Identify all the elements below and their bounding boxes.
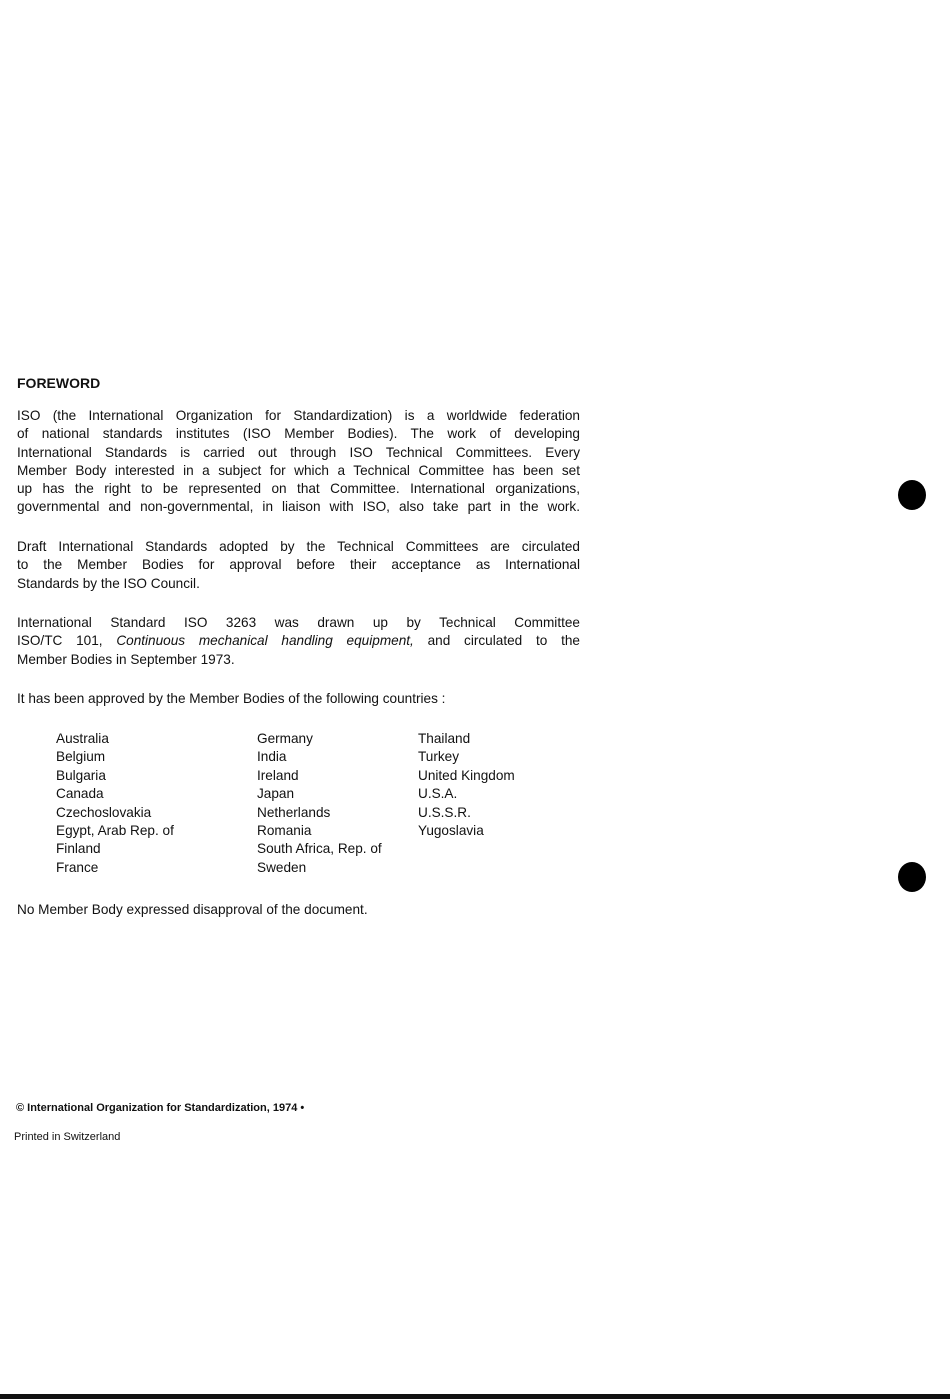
disapproval-note: No Member Body expressed disapproval of the document. — [17, 902, 368, 917]
country: Canada — [56, 786, 104, 802]
punch-hole-icon — [898, 480, 926, 510]
text: ISO/TC 101, — [17, 633, 117, 649]
countries-column-2 — [257, 730, 382, 877]
text-line: ISO (the International Organization for Standardization) is a worldwide federation — [17, 408, 580, 423]
countries-column-1 — [56, 730, 174, 877]
country: United Kingdom — [418, 767, 515, 783]
countries-column-3 — [418, 730, 515, 840]
printed-in: Printed in Switzerland — [14, 1131, 121, 1143]
country: Belgium — [56, 749, 106, 765]
text-line: to the Member Bodies for approval before their acceptance as International — [17, 557, 580, 573]
paragraph-2 — [17, 538, 580, 593]
text-line: Member Bodies in September 1973. — [17, 651, 235, 667]
country: Czechoslovakia — [56, 804, 152, 820]
country: Netherlands — [257, 804, 331, 820]
text-line: Member Body interested in a subject for which a Technical Committee has been set — [17, 462, 580, 478]
committee-title: Continuous mechanical handling equipment, — [116, 633, 414, 649]
country: Thailand — [418, 731, 471, 746]
copyright-notice: © International Organization for Standardization, 1974 • — [16, 1102, 305, 1114]
text-line: governmental and non-governmental, in liaison with ISO, also take part in the work. — [17, 499, 580, 515]
text-line: Draft International Standards adopted by the Technical Committees are circulated — [17, 539, 580, 554]
country: Finland — [56, 841, 101, 857]
country: India — [257, 749, 287, 765]
text-line: of national standards institutes (ISO Member Bodies). The work of developing — [17, 426, 580, 442]
paragraph-1 — [17, 407, 580, 517]
country: Ireland — [257, 767, 299, 783]
country: Egypt, Arab Rep. of — [56, 823, 174, 839]
text-line: International Standards is carried out through ISO Technical Committees. Every — [17, 444, 580, 460]
country: Germany — [257, 731, 313, 746]
bottom-border — [0, 1394, 950, 1399]
country: South Africa, Rep. of — [257, 841, 382, 857]
text-line — [17, 632, 580, 650]
country: Turkey — [418, 749, 460, 765]
text-line: International Standard ISO 3263 was drawn up by Technical Committee — [17, 615, 580, 630]
approval-intro: It has been approved by the Member Bodies of the following countries : — [17, 691, 446, 706]
foreword-heading: FOREWORD — [17, 375, 101, 391]
country: Australia — [56, 731, 109, 746]
country: Romania — [257, 823, 312, 839]
paragraph-3 — [17, 614, 580, 669]
text-line: up has the right to be represented on that Committee. International organizations, — [17, 481, 580, 497]
country: U.S.A. — [418, 786, 458, 802]
punch-hole-icon — [898, 862, 926, 892]
country: Japan — [257, 786, 295, 802]
text: and circulated to the — [413, 633, 580, 649]
country: France — [56, 859, 99, 875]
text-line: Standards by the ISO Council. — [17, 575, 200, 591]
country: Sweden — [257, 859, 307, 875]
country: U.S.S.R. — [418, 804, 471, 820]
country: Yugoslavia — [418, 823, 484, 839]
country: Bulgaria — [56, 767, 106, 783]
